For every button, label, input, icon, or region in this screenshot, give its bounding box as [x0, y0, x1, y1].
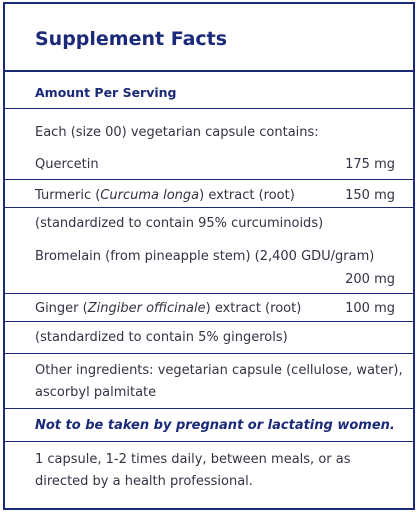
- other-ingredients-line1: Other ingredients: vegetarian capsule (cellulose, water),: [35, 363, 403, 378]
- ingredient-ginger-name: [35, 301, 301, 316]
- row-divider: [5, 321, 413, 322]
- other-ingredients-line2: ascorbyl palmitate: [35, 385, 157, 400]
- row-divider: [5, 207, 413, 208]
- ginger-name-post: ) extract (root): [205, 301, 302, 316]
- turmeric-name-post: ) extract (root): [199, 188, 295, 203]
- ingredient-turmeric-amount: 150 mg: [345, 188, 395, 203]
- row-divider: [5, 408, 413, 409]
- row-divider: [5, 179, 413, 180]
- turmeric-latin-name: Curcuma longa: [100, 188, 200, 203]
- ingredient-bromelain-name: Bromelain (from pineapple stem) (2,400 GDU/gram): [35, 249, 375, 264]
- ingredient-ginger-amount: 100 mg: [345, 301, 395, 316]
- panel-title: Supplement Facts: [35, 28, 228, 50]
- ingredient-bromelain-amount: 200 mg: [345, 272, 395, 287]
- ingredient-turmeric-name: [35, 188, 295, 203]
- directions-line2: directed by a health professional.: [35, 474, 253, 489]
- amount-per-serving-label: Amount Per Serving: [35, 85, 177, 100]
- serving-divider: [5, 108, 413, 109]
- turmeric-name-pre: Turmeric (: [35, 188, 101, 203]
- title-divider: [5, 70, 413, 72]
- pregnancy-warning: Not to be taken by pregnant or lactating women.: [35, 418, 395, 433]
- ginger-standardization-note: (standardized to contain 5% gingerols): [35, 330, 288, 345]
- ginger-latin-name: Zingiber officinale: [87, 301, 206, 316]
- ingredient-quercetin-amount: 175 mg: [345, 157, 395, 172]
- row-divider: [5, 353, 413, 354]
- row-divider: [5, 441, 413, 442]
- row-divider: [5, 293, 413, 294]
- supplement-facts-panel: [3, 2, 415, 510]
- ginger-name-pre: Ginger (: [35, 301, 88, 316]
- directions-line1: 1 capsule, 1-2 times daily, between meals, or as: [35, 452, 351, 467]
- capsule-intro: Each (size 00) vegetarian capsule contains:: [35, 125, 319, 140]
- ingredient-quercetin-name: Quercetin: [35, 157, 99, 172]
- turmeric-standardization-note: (standardized to contain 95% curcuminoids): [35, 216, 324, 231]
